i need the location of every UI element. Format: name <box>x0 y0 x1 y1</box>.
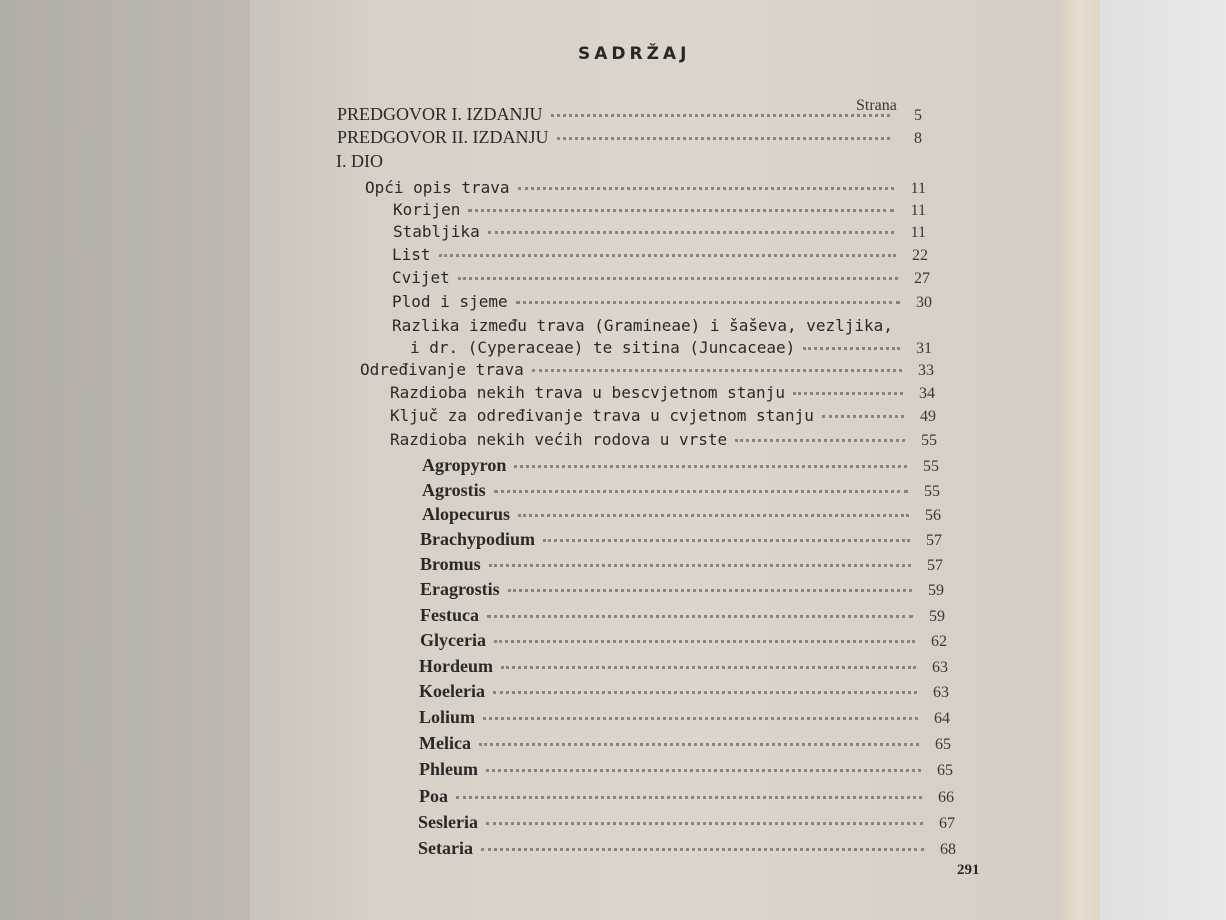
toc-entry-page: 62 <box>931 633 947 650</box>
toc-entry <box>392 268 930 290</box>
toc-leader-dots <box>557 137 891 140</box>
toc-leader-dots <box>458 277 898 280</box>
toc-leader-dots <box>488 231 894 234</box>
toc-leader-dots <box>793 392 903 395</box>
toc-entry-label: Određivanje trava <box>360 360 524 379</box>
toc-entry-page: 64 <box>934 710 950 727</box>
toc-entry-page: 67 <box>939 815 955 832</box>
toc-leader-dots <box>518 514 909 517</box>
toc-entry <box>419 733 951 755</box>
toc-leader-dots <box>494 640 915 643</box>
toc-entry-page: 8 <box>914 130 922 147</box>
toc-entry-page: 65 <box>935 736 951 753</box>
toc-leader-dots <box>489 564 911 567</box>
toc-leader-dots <box>551 114 891 117</box>
toc-entry-page: 31 <box>916 340 932 357</box>
toc-entry <box>422 504 941 526</box>
toc-entry-label: Razdioba nekih većih rodova u vrste <box>390 430 728 449</box>
toc-entry <box>410 338 932 360</box>
toc-entry-label: Koeleria <box>419 681 485 701</box>
toc-leader-dots <box>508 589 912 592</box>
toc-entry <box>390 406 936 428</box>
toc-entry-label: Glyceria <box>420 630 486 650</box>
toc-entry <box>420 529 942 551</box>
toc-leader-dots <box>486 822 923 825</box>
toc-leader-dots <box>822 415 904 418</box>
toc-entry-label: Bromus <box>420 554 481 574</box>
strana-label: Strana <box>856 97 897 114</box>
toc-entry <box>392 316 893 338</box>
toc-entry-label: PREDGOVOR I. IZDANJU <box>337 104 543 124</box>
toc-entry <box>422 480 940 502</box>
toc-leader-dots <box>493 691 917 694</box>
page-title: SADRŽAJ <box>578 44 691 64</box>
toc-entry-label: Opći opis trava <box>365 178 510 197</box>
toc-entry-label: Melica <box>419 733 471 753</box>
toc-entry-label: Stabljika <box>393 222 480 241</box>
toc-entry-page: 55 <box>923 458 939 475</box>
toc-entry-page: 57 <box>927 557 943 574</box>
toc-entry-label: List <box>392 245 431 264</box>
toc-entry <box>390 430 937 452</box>
toc-entry <box>418 812 955 834</box>
toc-entry-label: Sesleria <box>418 812 478 832</box>
toc-entry-page: 11 <box>910 224 926 241</box>
toc-entry-label: Poa <box>419 786 448 806</box>
tabletop <box>1100 0 1226 920</box>
toc-entry-page: 55 <box>924 483 940 500</box>
toc-entry <box>392 292 932 314</box>
footer-page-number: 291 <box>957 862 980 878</box>
toc-entry <box>392 245 928 267</box>
toc-entry <box>337 104 922 126</box>
toc-entry <box>336 151 383 173</box>
toc-entry <box>420 554 943 576</box>
toc-entry <box>420 630 947 652</box>
toc-entry-label: Hordeum <box>419 656 493 676</box>
toc-entry <box>360 360 934 382</box>
toc-entry-page: 57 <box>926 532 942 549</box>
toc-entry-page: 49 <box>920 408 936 425</box>
toc-entry-page: 30 <box>916 294 932 311</box>
toc-entry-label: Brachypodium <box>420 529 536 549</box>
toc-entry-page: 65 <box>937 762 953 779</box>
toc-entry-page: 33 <box>918 362 934 379</box>
toc-leader-dots <box>532 369 902 372</box>
toc-entry <box>419 656 948 678</box>
toc-leader-dots <box>518 187 895 190</box>
toc-entry-label: i dr. (Cyperaceae) te sitina (Juncaceae) <box>410 338 796 357</box>
toc-entry-label: PREDGOVOR II. IZDANJU <box>337 127 549 147</box>
toc-entry-label: I. DIO <box>336 151 383 171</box>
toc-leader-dots <box>479 743 919 746</box>
toc-entry-label: Cvijet <box>392 268 450 287</box>
toc-entry-label: Korijen <box>393 200 461 219</box>
toc-entry <box>419 759 953 781</box>
toc-entry-label: Lolium <box>419 707 476 727</box>
toc-entry-page: 5 <box>914 107 922 124</box>
toc-entry-page: 66 <box>938 789 954 806</box>
toc-leader-dots <box>735 439 905 442</box>
toc-entry-label: Phleum <box>419 759 479 779</box>
toc-entry <box>419 681 949 703</box>
toc-entry-label: Agrostis <box>422 480 486 500</box>
toc-leader-dots <box>456 796 922 799</box>
toc-entry-page: 22 <box>912 247 928 264</box>
toc-entry <box>337 127 922 149</box>
toc-entry <box>420 605 945 627</box>
toc-entry <box>418 838 956 860</box>
toc-entry <box>419 786 954 808</box>
toc-leader-dots <box>487 615 913 618</box>
toc-entry-page: 68 <box>940 841 956 858</box>
toc-leader-dots <box>483 717 918 720</box>
toc-leader-dots <box>514 465 907 468</box>
toc-entry <box>365 178 926 200</box>
toc-leader-dots <box>494 490 908 493</box>
toc-leader-dots <box>501 666 916 669</box>
toc-leader-dots <box>803 347 900 350</box>
toc-entry-label: Ključ za određivanje trava u cvjetnom stanju <box>390 406 814 425</box>
toc-entry-page: 56 <box>925 507 941 524</box>
toc-entry <box>393 222 926 244</box>
toc-leader-dots <box>516 301 900 304</box>
toc-entry <box>419 707 950 729</box>
toc-entry-label: Festuca <box>420 605 479 625</box>
toc-entry-label: Agropyron <box>422 455 507 475</box>
toc-leader-dots <box>468 209 894 212</box>
toc-entry <box>422 455 939 477</box>
toc-entry <box>420 579 944 601</box>
toc-entry-label: Eragrostis <box>420 579 500 599</box>
toc-entry-page: 34 <box>919 385 935 402</box>
toc-entry-page: 11 <box>910 180 926 197</box>
toc-entry-label: Plod i sjeme <box>392 292 508 311</box>
toc-entry-page: 63 <box>932 659 948 676</box>
toc-leader-dots <box>439 254 896 257</box>
toc-entry-page: 11 <box>910 202 926 219</box>
toc-entry-page: 59 <box>928 582 944 599</box>
toc-entry-page: 55 <box>921 432 937 449</box>
toc-leader-dots <box>481 848 924 851</box>
toc-entry-label: Setaria <box>418 838 473 858</box>
toc-entry <box>390 383 935 405</box>
toc-entry-label: Razdioba nekih trava u bescvjetnom stanju <box>390 383 785 402</box>
toc-leader-dots <box>486 769 921 772</box>
toc-entry-label: Razlika između trava (Gramineae) i šaševa, vezljika, <box>392 316 893 335</box>
toc-leader-dots <box>543 539 910 542</box>
toc-entry-page: 27 <box>914 270 930 287</box>
toc-entry <box>393 200 926 222</box>
toc-entry-page: 63 <box>933 684 949 701</box>
toc-entry-page: 59 <box>929 608 945 625</box>
toc-entry-label: Alopecurus <box>422 504 511 524</box>
